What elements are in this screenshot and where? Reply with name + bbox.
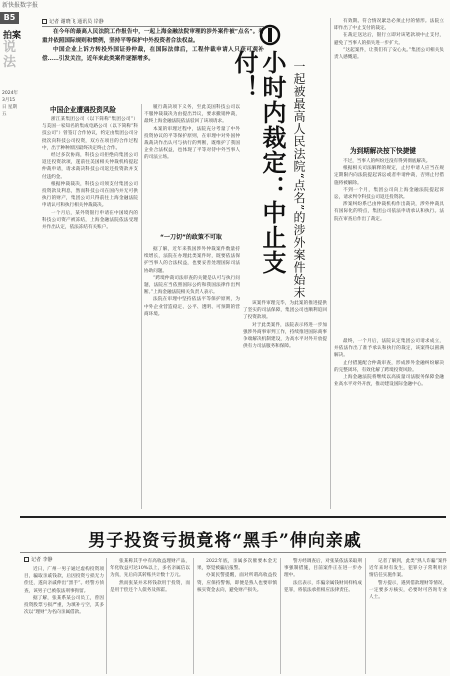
column-divider xyxy=(280,558,281,674)
column-divider xyxy=(330,18,331,509)
section-label-main: 说法 xyxy=(3,40,17,70)
bottom-title-rule xyxy=(20,552,446,553)
col3-para: 对于此类案件，法院表示将进一步加强涉外商事审判工作，持续推进国际商事争端解决机制建设，为高水平对外开放提供有力司法服务和保障。 xyxy=(243,322,327,350)
headline-vertical: 小时内裁定：中止支付！ xyxy=(230,50,286,275)
bottom-para: 办案民警提醒，面对所谓高收益投资，应保持警惕，即便是熟人也要审慎核实资金去向，避免财产损失。 xyxy=(197,573,277,593)
col2b-para: 法院在审理中坚持依法平等保护原则，为中外企业营造稳定、公平、透明、可预期的营商环境。 xyxy=(144,297,240,317)
bottom-para: 警方经调查后，对张某依法采取刑事强制措施，目前案件正在进一步办理中。 xyxy=(284,559,362,579)
col2-para: 本案的审理过程中，法院充分考量了中外投资协议的平等保护原则，在审理中对外国仲裁裁决作出认可与执行的判断，既维护了我国企业合法权益，也体现了平等对待中外当事人的司法立场。 xyxy=(144,126,240,161)
col1-para: 浙江某集团公司（以下简称“集团公司”）与美国一家知名的集成电路公司（以下简称“科技公司”）曾签订合作协议，约定由集团公司分批次向科技公司投资，双方在项目的合作过程中，出于种种原因最终决定终止合作。 xyxy=(42,117,138,151)
bottom-story-title: 男子投资亏损竟将“黑手”伸向亲戚 xyxy=(88,531,362,551)
section-label-top: 拍案 xyxy=(3,31,22,41)
right-para: 涉案纠纷系已由仲裁机构作出裁决，涉外仲裁具有国际化的特点，集团公司依法申请承认和执行。法院在审查后作出了裁定。 xyxy=(334,202,444,222)
bottom-para: 张某称其手中有高收益理财产品，年化收益可达10%以上，多名亲属信以为真，先后向其转账共计数十万元。 xyxy=(110,559,190,579)
story-column-3 xyxy=(243,300,327,509)
story-column-2b xyxy=(144,246,240,509)
story-column-2 xyxy=(144,104,240,230)
subheading-investment-risk: 中国企业遭遇投资风险 xyxy=(50,106,116,114)
bottom-para: 近日，广州一男子通过虚构投资项目，骗取亲戚钱款，后因投资亏损无力偿还，遂向亲戚伸出“黑手”。经警方侦查，该男子已被依法刑事拘留。 xyxy=(24,567,104,594)
story-column-1 xyxy=(42,116,138,509)
col3-para: 该案件审理完毕，为此案的推进提供了坚实的司法保障，集团公司也顺利追回了投资款项。 xyxy=(243,301,327,321)
col2-para: 履行裁决项下义务，至此美国科技公司以不服仲裁裁决为由提出异议，要求撤销仲裁，最终上海金融法院依法驳回了该项请求。 xyxy=(144,105,240,125)
bottom-para: 然而张某并未将钱款用于投资，而是用于偿还个人债务及挥霍。 xyxy=(110,580,190,593)
column-divider xyxy=(193,558,194,674)
column-divider xyxy=(141,104,142,509)
issue-date: 2024年 3月15日 星期五 xyxy=(2,91,18,117)
right-para: 不到一个月，集团公司向上海金融法院提起诉讼，请求判令科技公司返还投资款。 xyxy=(334,187,444,201)
bottom-para: 2022年底，亲属多次催要本金无果，察觉被骗后报警。 xyxy=(197,559,277,572)
subheading-one-size-policy: “一刀切”的政策不可取 xyxy=(160,234,222,241)
col2b-para: 据了解，近年来我国涉外仲裁案件数量持续增长，法院在办理此类案件时，既要依法保护当事人的合法权益，也要妥善处理国际司法协助问题。 xyxy=(144,247,240,274)
right-para: 止付措施配合仲裁审查，形成涉外金融纠纷解决的完整闭环，有效化解了跨境投资风险。 xyxy=(334,360,444,373)
bottom-para: 警方提示，遇到借款理财等情况，一定要多方核实，必要时可咨询专业人士。 xyxy=(369,580,447,601)
bottom-para: 记者了解到，此类“熟人诈骗”案件近年来时有发生，犯罪分子常利用亲情信任实施作案。 xyxy=(369,559,447,579)
right-para: “这起案件，让我们有了安心丸。”集团公司相关负责人感慨道。 xyxy=(334,47,444,61)
col2b-para: “跨境仲裁司法审查的关键是认可与执行问题，法院应当依照国际公约和我国法律作出判断。”上海金融法院相关负责人表示。 xyxy=(144,275,240,296)
story-separator xyxy=(20,516,446,518)
story-column-right-bottom xyxy=(334,338,444,509)
subheading-quick-resolve: 为到期解决按下快捷键 xyxy=(350,147,416,155)
bottom-para: 据了解，张某系某公司员工，曾因投资股票亏损严重，为填补亏空，其多次以“理财”为名向亲属借款。 xyxy=(24,595,104,616)
col1-para: 根据仲裁裁决，科技公司须支付集团公司投资款及利息，然而科技公司在国内并无可供执行的财产，集团公司只得前往上海金融法院申请认可和执行相关仲裁裁决。 xyxy=(42,181,138,209)
bottom-para: 法官表示，诈骗亲属钱财同样构成犯罪，将依法承担相应法律责任。 xyxy=(284,580,362,593)
top-story-byline: 记者 谢晓飞 通讯员 岸静 xyxy=(42,18,104,25)
bottom-column-3 xyxy=(197,558,277,674)
reporter-icon xyxy=(42,19,47,24)
story-column-right-top xyxy=(334,18,444,143)
col1-para: 一个月后，某外资银行申请在中国境内的科技公司资产被冻结，上海金融法院依法受理并作出认定，依法冻结有关账户。 xyxy=(42,210,138,231)
byline-rule xyxy=(42,26,264,27)
quote-mark-icon xyxy=(259,24,281,46)
right-para: 最终，一个月后，法院认定集团公司请求成立，并依法作出了准予承认和执行的裁定，该案得以圆满解决。 xyxy=(334,339,444,359)
column-divider xyxy=(106,558,107,674)
right-para: 不过，当事人的纠纷还没有得到彻底解决。 xyxy=(343,159,431,164)
right-para: 有效期。符合情况紧急必须止付的情形。法院立即作出了中止支付的裁定。 xyxy=(334,19,444,32)
lede-para-2: 中国企业上诉方转投外国证券仲裁，在国际法律后，工程仲裁申请人只获可观补偿……引发关注，近年来此类案件逐渐增多。 xyxy=(42,47,264,62)
column-divider xyxy=(365,558,366,674)
site-watermark: 新快报数字报 xyxy=(2,2,39,9)
right-para: 上海金融法院将继续以高质量司法服务保障金融业高水平对外开放，推动建设国际金融中心。 xyxy=(334,375,444,388)
headline-subtitle: 一起被最高人民法院“点名”的涉外案件始末 xyxy=(292,60,306,299)
reporter-icon xyxy=(24,557,29,562)
lede-para-1: 在今年的最高人民法院工作报告中，一起上海金融法院审理的涉外案件被“点名”。着重并依照国际规则和惯例，坚持平等保护中外投资者合法权益。 xyxy=(42,29,264,44)
right-para: 根据相关司法解释的规定，止付申请人应当在规定期限内向法院提起诉讼或者申请仲裁，否则止付措施将被解除。 xyxy=(334,166,444,186)
page-number-badge: B5 xyxy=(0,12,19,24)
bottom-story-byline: 记者 李静 xyxy=(24,556,53,563)
story-column-right-mid xyxy=(334,158,444,334)
bottom-column-1 xyxy=(24,566,104,674)
right-para: 在裁定送达后，银行立即对该笔款项中止支付，避免了当事人的损失进一步扩大。 xyxy=(334,33,444,46)
col1-para: 经过多次协商，科技公司拒绝向集团公司返还投资款项，遂前往美国相关仲裁机构提起仲裁申请，请求裁决科技公司返还投资款并支付违约金。 xyxy=(42,153,138,180)
bottom-column-4 xyxy=(284,558,362,674)
bottom-column-2 xyxy=(110,558,190,674)
bottom-column-5 xyxy=(369,558,447,674)
